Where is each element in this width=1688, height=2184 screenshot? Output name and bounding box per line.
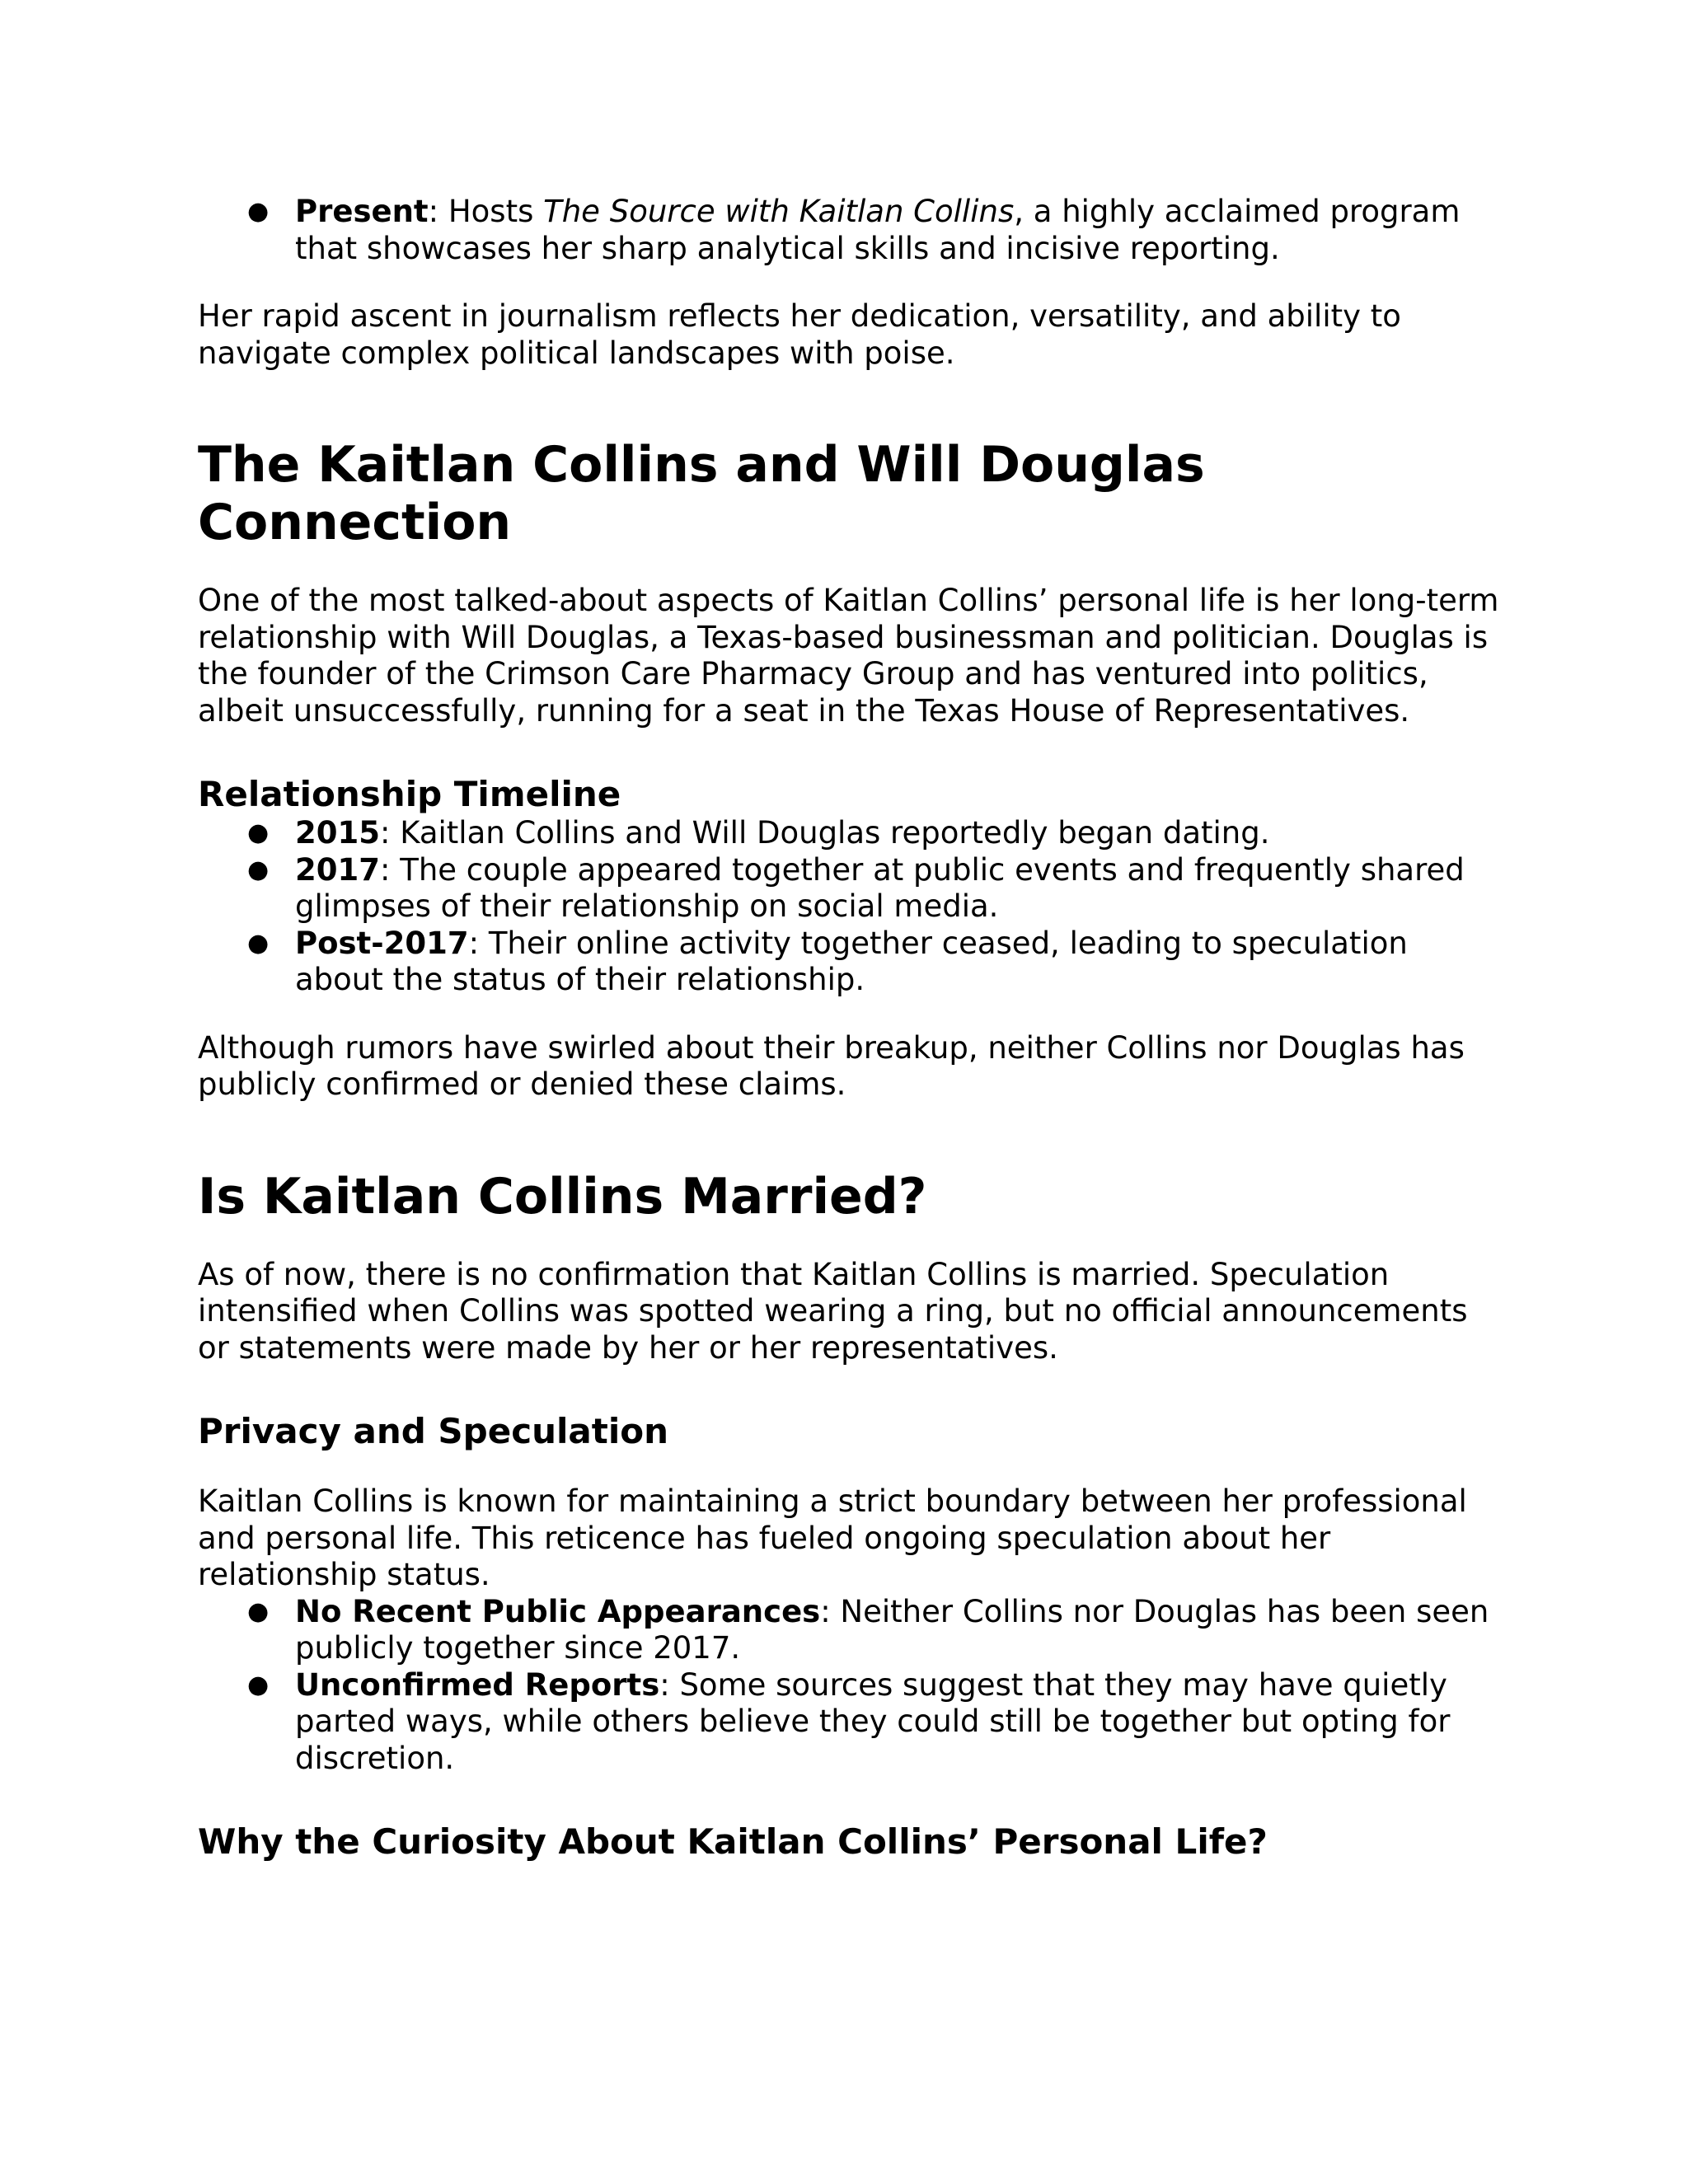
bullet-icon: ● — [247, 1670, 270, 1699]
list-item-label: Post-2017 — [295, 925, 469, 961]
list-item-text: , a highly acclaimed program that showcases her sharp analytical skills and incisive reporting. — [295, 194, 1461, 266]
list-item-text: : The couple appeared together at public events and frequently shared glimpses of their relationship on social media. — [295, 851, 1465, 924]
timeline-list — [198, 815, 1500, 999]
privacy-list — [198, 1594, 1500, 1778]
list-item-label: Unconfirmed Reports — [295, 1666, 660, 1703]
list-item-separator: : Hosts — [428, 194, 544, 229]
connection-paragraph: One of the most talked-about aspects of Kaitlan Collins’ personal life is her long-term relationship with Will Douglas, a Texas-based businessman and politician. Douglas is the founder of the Crimson Care Pharmacy Group and has ventured into politics, albeit unsuccessfully, running for a seat in the Texas House of Representatives. — [198, 583, 1499, 729]
bullet-icon: ● — [247, 928, 270, 958]
privacy-paragraph: Kaitlan Collins is known for maintaining a strict boundary between her professional and personal life. This reticence has fueled ongoing speculation about her relationship status. — [198, 1483, 1467, 1592]
list-item — [198, 1594, 1500, 1667]
show-title: The Source with Kaitlan Collins — [543, 194, 1015, 229]
subheading-relationship-timeline: Relationship Timeline — [198, 774, 621, 814]
bullet-icon: ● — [247, 1596, 270, 1626]
list-item-label: 2015 — [295, 815, 380, 851]
bullet-icon: ● — [247, 855, 270, 884]
intro-paragraph: Her rapid ascent in journalism reflects her dedication, versatility, and ability to navigate complex political landscapes with poise. — [198, 298, 1401, 371]
list-item — [198, 1667, 1500, 1778]
intro-bullet-list — [198, 194, 1500, 267]
list-item-label: 2017 — [295, 851, 380, 888]
subheading-curiosity: Why the Curiosity About Kaitlan Collins’ Personal Life? — [198, 1821, 1268, 1862]
list-item — [198, 852, 1500, 926]
section-heading-married: Is Kaitlan Collins Married? — [198, 1167, 927, 1226]
list-item-text: : Some sources suggest that they may have quietly parted ways, while others believe they could still be together but opting for discretion. — [295, 1666, 1451, 1776]
list-item-label: No Recent Public Appearances — [295, 1593, 821, 1629]
section-heading-connection: The Kaitlan Collins and Will Douglas Connection — [198, 436, 1205, 551]
married-paragraph: As of now, there is no confirmation that Kaitlan Collins is married. Speculation intensified when Collins was spotted wearing a ring, but no official announcements or statements were made by her or her representatives. — [198, 1256, 1468, 1366]
bullet-icon: ● — [247, 818, 270, 847]
list-item — [198, 926, 1500, 999]
list-item — [198, 194, 1500, 267]
list-item-text: : Their online activity together ceased, leading to speculation about the status of their relationship. — [295, 925, 1408, 997]
subheading-privacy-speculation: Privacy and Speculation — [198, 1411, 668, 1451]
list-item-text: : Kaitlan Collins and Will Douglas reportedly began dating. — [379, 815, 1270, 851]
list-item — [198, 815, 1500, 852]
list-item-text: : Neither Collins nor Douglas has been seen publicly together since 2017. — [295, 1593, 1489, 1666]
timeline-closing-paragraph: Although rumors have swirled about their breakup, neither Collins nor Douglas has publicly confirmed or denied these claims. — [198, 1029, 1465, 1102]
document-page — [198, 194, 1500, 1863]
bullet-icon: ● — [247, 197, 270, 226]
list-item-label: Present — [295, 194, 429, 229]
